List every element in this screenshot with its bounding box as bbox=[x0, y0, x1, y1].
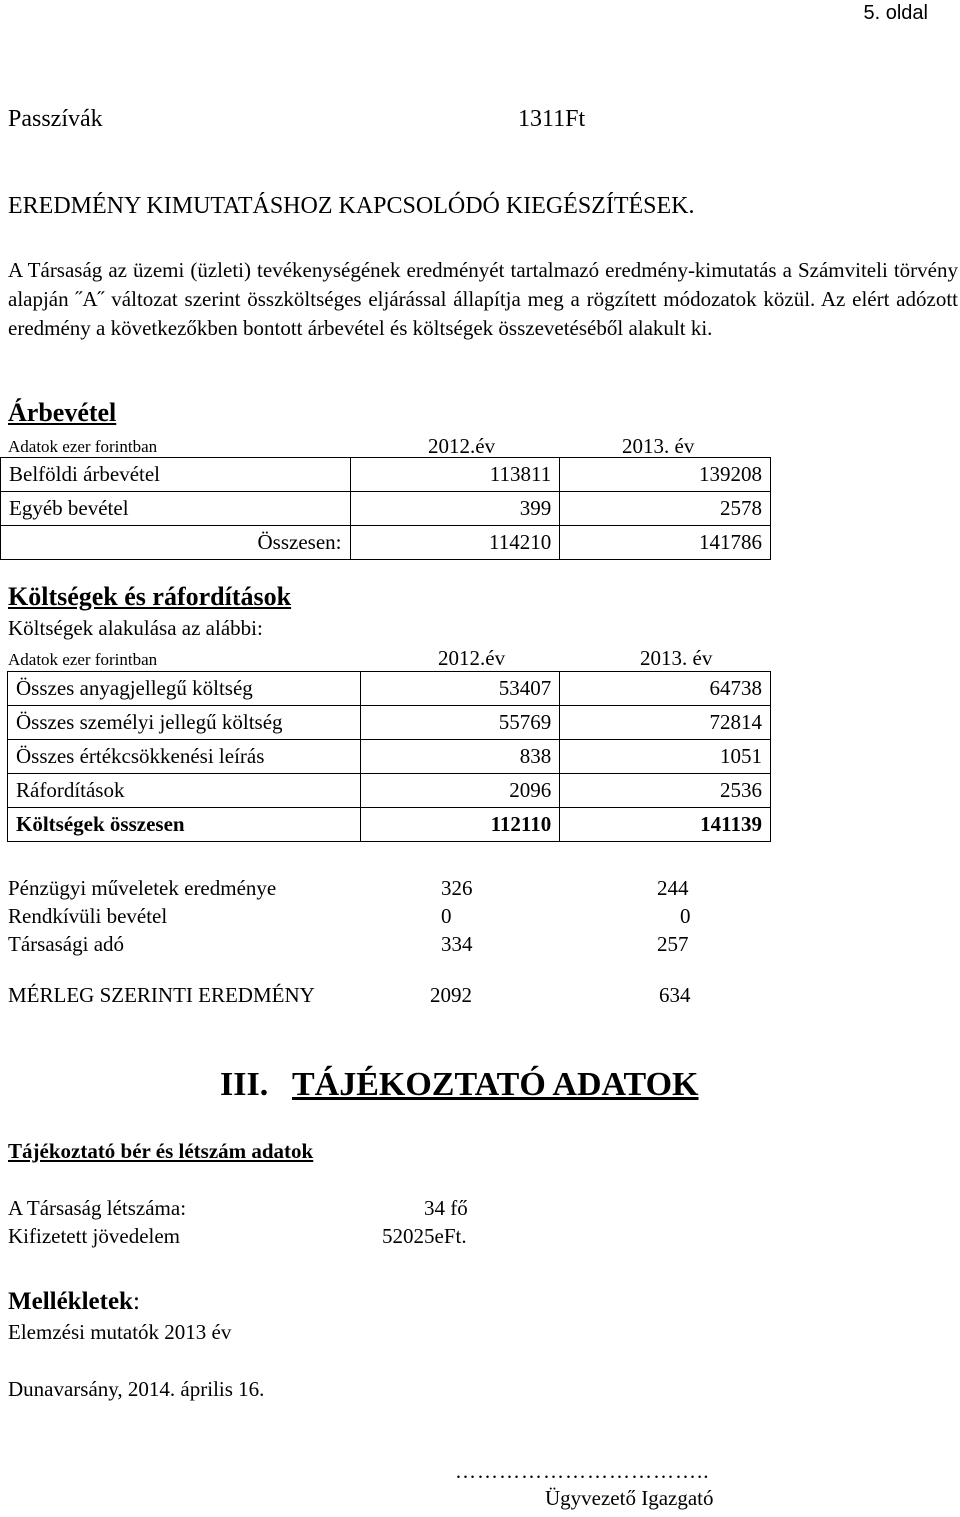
liabilities-value: 1311Ft bbox=[518, 106, 586, 132]
costs-table bbox=[7, 671, 771, 842]
balance-result-label: MÉRLEG SZERINTI EREDMÉNY bbox=[8, 983, 315, 1007]
extraordinary-income-2013: 0 bbox=[680, 904, 691, 928]
paid-income-label: Kifizetett jövedelem bbox=[8, 1224, 181, 1248]
extraordinary-income-2012: 0 bbox=[441, 904, 452, 928]
signature-line: …………………………….. bbox=[455, 1459, 710, 1483]
corporate-tax-2013: 257 bbox=[657, 932, 689, 956]
row-value-2013: 2578 bbox=[560, 492, 771, 526]
row-label: Ráfordítások bbox=[8, 774, 361, 808]
section-heading: EREDMÉNY KIMUTATÁSHOZ KAPCSOLÓDÓ KIEGÉSZÍTÉSEK. bbox=[8, 193, 695, 219]
table-row bbox=[1, 492, 771, 526]
row-label: Egyéb bevétel bbox=[1, 492, 351, 526]
balance-result-2012: 2092 bbox=[430, 983, 472, 1007]
total-label: Összesen: bbox=[1, 526, 351, 560]
corporate-tax-2012: 334 bbox=[441, 932, 473, 956]
balance-result-2013: 634 bbox=[659, 983, 691, 1007]
revenue-unit-note: Adatok ezer forintban bbox=[8, 437, 158, 456]
row-value-2012: 55769 bbox=[360, 706, 560, 740]
table-row-total bbox=[8, 808, 771, 842]
paid-income-value: 52025eFt. bbox=[382, 1224, 467, 1248]
total-value-2013: 141139 bbox=[560, 808, 771, 842]
table-row bbox=[8, 672, 771, 706]
place-date: Dunavarsány, 2014. április 16. bbox=[8, 1377, 265, 1401]
total-value-2012: 114210 bbox=[350, 526, 560, 560]
headcount-label: A Társaság létszáma: bbox=[8, 1196, 187, 1220]
attachments-colon: : bbox=[132, 1288, 140, 1315]
attachments-item: Elemzési mutatók 2013 év bbox=[8, 1320, 232, 1344]
row-value-2012: 838 bbox=[360, 740, 560, 774]
costs-year2-header: 2013. év bbox=[640, 646, 713, 670]
info-section-numeral: III. bbox=[220, 1066, 269, 1103]
costs-year1-header: 2012.év bbox=[438, 646, 506, 670]
revenue-year1-header: 2012.év bbox=[428, 434, 496, 458]
attachments-title: Mellékletek bbox=[8, 1288, 133, 1315]
row-value-2013: 139208 bbox=[560, 458, 771, 492]
row-value-2012: 113811 bbox=[350, 458, 560, 492]
row-label: Belföldi árbevétel bbox=[1, 458, 351, 492]
row-label: Összes értékcsökkenési leírás bbox=[8, 740, 361, 774]
row-value-2013: 2536 bbox=[560, 774, 771, 808]
row-value-2013: 72814 bbox=[560, 706, 771, 740]
table-row bbox=[8, 774, 771, 808]
table-row bbox=[8, 740, 771, 774]
row-label: Összes anyagjellegű költség bbox=[8, 672, 361, 706]
row-label: Összes személyi jellegű költség bbox=[8, 706, 361, 740]
row-value-2013: 1051 bbox=[560, 740, 771, 774]
revenue-table bbox=[0, 457, 771, 560]
revenue-year2-header: 2013. év bbox=[622, 434, 695, 458]
financial-result-label: Pénzügyi műveletek eredménye bbox=[8, 876, 277, 900]
intro-paragraph: A Társaság az üzemi (üzleti) tevékenységének eredményét tartalmazó eredmény-kimutatás a Számviteli törvény alapján ˝A˝ változat szerint összköltséges eljárással állapítja meg a rögzített módozatok közül. Az elért adózott eredmény a következőkben bontott árbevétel és költségek összevetéséből alakult ki. bbox=[8, 258, 958, 340]
row-value-2012: 2096 bbox=[360, 774, 560, 808]
page-number: 5. oldal bbox=[863, 2, 928, 24]
signature-title: Ügyvezető Igazgató bbox=[545, 1486, 714, 1510]
table-row bbox=[1, 458, 771, 492]
total-label: Költségek összesen bbox=[8, 808, 361, 842]
costs-title: Költségek és ráfordítások bbox=[8, 582, 292, 611]
row-value-2013: 64738 bbox=[560, 672, 771, 706]
costs-subtitle: Költségek alakulása az alábbi: bbox=[8, 616, 263, 640]
table-row bbox=[8, 706, 771, 740]
total-value-2012: 112110 bbox=[360, 808, 560, 842]
liabilities-label: Passzívák bbox=[8, 106, 103, 132]
corporate-tax-label: Társasági adó bbox=[8, 932, 125, 956]
table-row-total bbox=[1, 526, 771, 560]
total-value-2013: 141786 bbox=[560, 526, 771, 560]
costs-unit-note: Adatok ezer forintban bbox=[8, 650, 158, 669]
row-value-2012: 399 bbox=[350, 492, 560, 526]
attachments-heading bbox=[8, 1288, 140, 1316]
headcount-value: 34 fő bbox=[424, 1196, 468, 1220]
financial-result-2012: 326 bbox=[441, 876, 473, 900]
wage-headcount-title: Tájékoztató bér és létszám adatok bbox=[8, 1139, 314, 1163]
extraordinary-income-label: Rendkívüli bevétel bbox=[8, 904, 168, 928]
revenue-title: Árbevétel bbox=[8, 398, 117, 427]
financial-result-2013: 244 bbox=[657, 876, 689, 900]
row-value-2012: 53407 bbox=[360, 672, 560, 706]
info-section-title: TÁJÉKOZTATÓ ADATOK bbox=[292, 1066, 699, 1103]
